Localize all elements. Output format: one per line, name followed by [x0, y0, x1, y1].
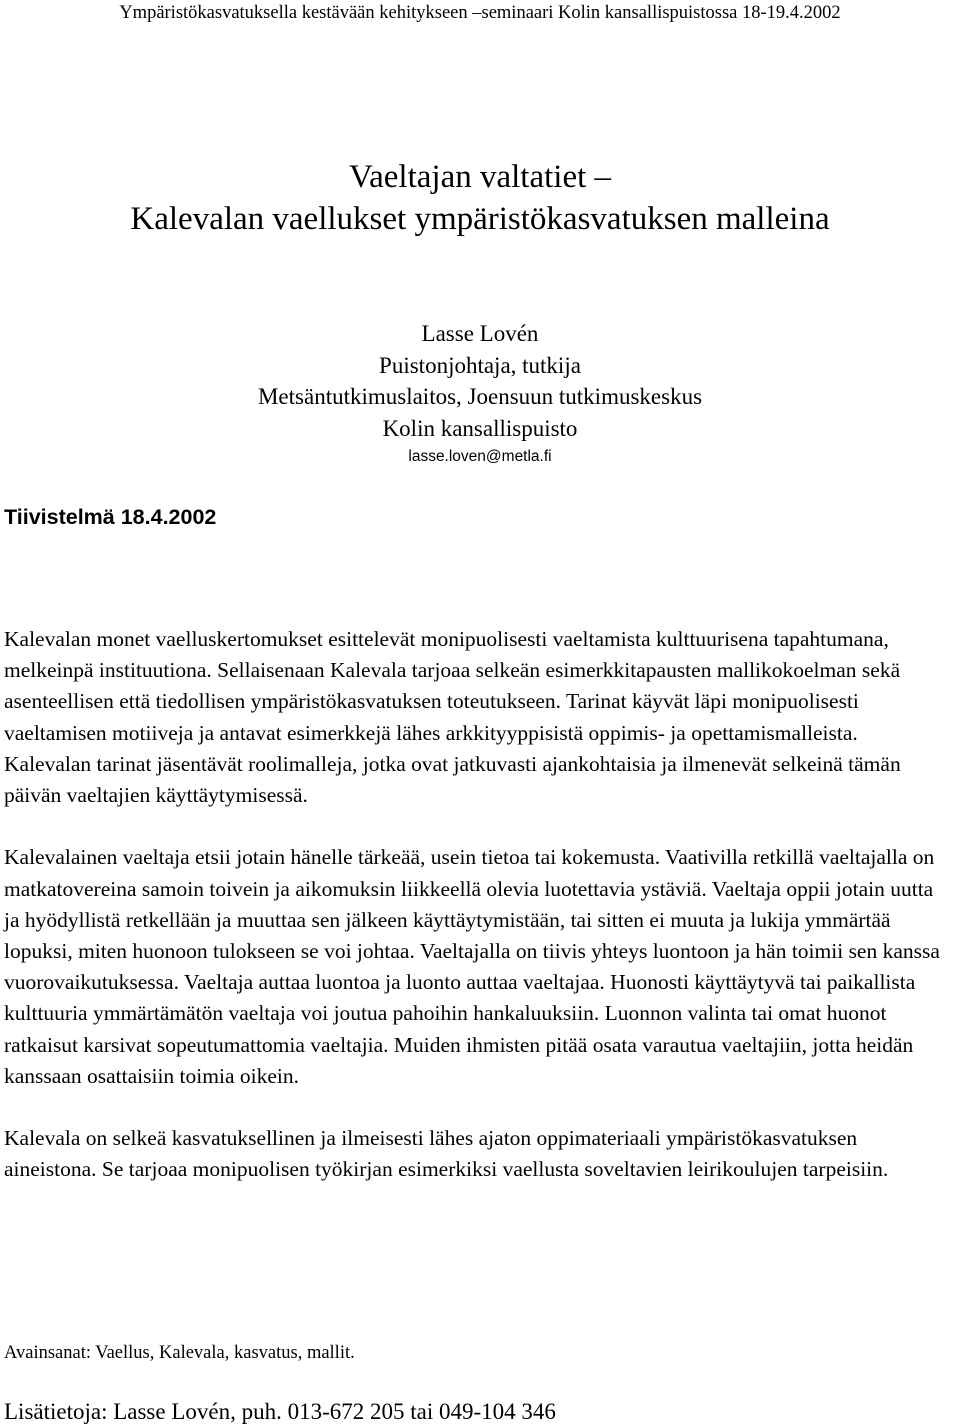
title-line-1: Vaeltajan valtatiet –: [348, 159, 612, 195]
title-line-2: Kalevalan vaellukset ympäristökasvatuksen malleina: [130, 201, 830, 237]
document-title: [0, 156, 960, 240]
author-location: Kolin kansallispuisto: [382, 415, 578, 441]
author-position: Puistonjohtaja, tutkija: [379, 352, 581, 378]
author-email: lasse.loven@metla.fi: [408, 448, 552, 465]
author-name: Lasse Lovén: [421, 321, 539, 346]
keywords: Avainsanat: Vaellus, Kalevala, kasvatus, mallit.: [4, 1343, 355, 1363]
contact-info: Lisätietoja: Lasse Lovén, puh. 013-672 205 tai 049-104 346: [4, 1399, 556, 1424]
paragraph: Kalevalainen vaeltaja etsii jotain hänelle tärkeää, usein tietoa tai kokemusta. Vaativilla retkillä vaeltajalla on matkatovereina samoin toivein ja aikomuksin liikkeellä olevia luotettavia ystäviä. Vaeltaja oppii jotain uutta ja hyödyllistä retkellään ja muuttaa sen jälkeen käyttäytymistään, tai sitten ei muuta ja lukija ymmärtää lopuksi, miten huonoon tulokseen se voi johtaa. Vaeltajalla on tiivis yhteys luontoon ja hän toimii sen kanssa vuorovaikutuksessa. Vaeltaja auttaa luontoa ja luonto auttaa vaeltajaa. Huonosti käyttäytyvä tai paikallista kulttuuria ymmärtämätön vaeltaja voi joutua pahoihin hankaluuksiin. Luonnon valinta tai omat huonot ratkaisut karsivat sopeutumattomia vaeltajia. Muiden ihmisten pitää osata varautua vaeltajiin, jotta heidän kanssaan osattaisiin toimia oikein.: [4, 845, 940, 1088]
abstract-body: [4, 624, 944, 1217]
running-header: Ympäristökasvatuksella kestävään kehitykseen –seminaari Kolin kansallispuistossa 18-19.4.2002: [119, 3, 841, 23]
author-organization: Metsäntutkimuslaitos, Joensuun tutkimuskeskus: [257, 384, 703, 409]
paragraph: Kalevalan monet vaelluskertomukset esittelevät monipuolisesti vaeltamista kulttuurisena tapahtumana, melkeinpä instituutiona. Sellaisenaan Kalevala tarjoaa selkeän esimerkkitapausten mallikokoelman sekä asenteellisen että tiedollisen ympäristökasvatuksen toteutukseen. Tarinat käyvät läpi monipuolisesti vaeltamisen motiiveja ja antavat esimerkkejä lähes arkkityyppisistä oppimis- ja opettamismalleista. Kalevalan tarinat jäsentävät roolimalleja, jotka ovat jatkuvasti ajankohtaisia ja ilmenevät selkeinä tämän päivän vaeltajien käyttäytymisessä.: [4, 627, 901, 808]
paragraph: Kalevala on selkeä kasvatuksellinen ja ilmeisesti lähes ajaton oppimateriaali ympäristökasvatuksen aineistona. Se tarjoaa monipuolisen työkirjan esimerkiksi vaellusta soveltavien leirikoulujen tarpeisiin.: [4, 1126, 889, 1182]
abstract-heading: Tiivistelmä 18.4.2002: [4, 505, 217, 529]
author-info: [0, 318, 960, 470]
